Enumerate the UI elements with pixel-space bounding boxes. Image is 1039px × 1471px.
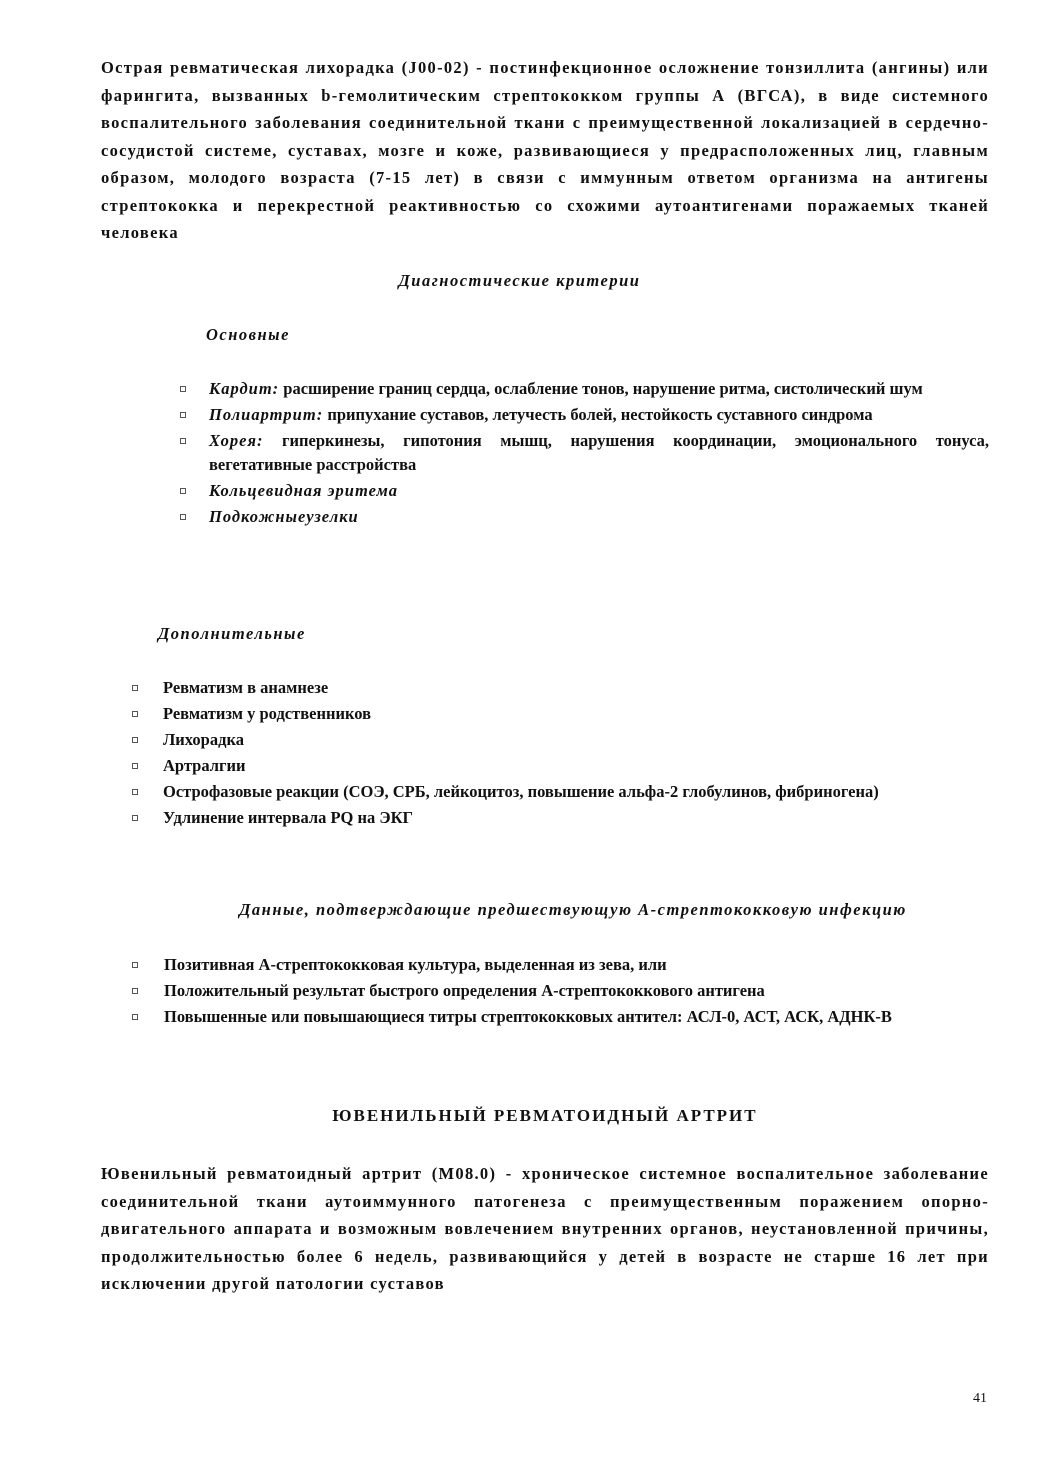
list-item [164,979,989,1003]
criterion-text: Ревматизм у родственников [163,704,372,723]
additional-criteria-heading: Дополнительные [158,624,306,643]
square-bullet-icon [180,386,186,392]
square-bullet-icon [132,815,138,821]
criterion-term: Полиартрит: [209,405,324,424]
jra-paragraph: Ювенильный ревматоидный артрит (М08.0) - хроническое системное воспалительное заболевание соединительной ткани аутоиммунного патогенеза с преимущественным поражением опорно-двигательного аппарата и возможным вовлечением внутренних органов, неустановленной причины, продолжительностью более 6 недель, развивающийся у детей в возрасте не старше 16 лет при исключении другой патологии суставов [101,1164,989,1293]
criterion-text: Ревматизм в анамнезе [163,678,329,697]
page-number: 41 [973,1391,987,1406]
list-item [163,806,989,830]
list-item [164,953,989,977]
list-item [209,377,989,401]
evidence-text: Позитивная А-стрептококковая культура, выделенная из зева, или [164,955,667,974]
square-bullet-icon [132,789,138,795]
criterion-text: Удлинение интервала PQ на ЭКГ [163,808,414,827]
criterion-text: Острофазовые реакции (СОЭ, СРБ, лейкоцитоз, повышение альфа-2 глобулинов, фибриногена) [163,782,879,801]
intro-paragraph: Острая ревматическая лихорадка (J00-02) - постинфекционное осложнение тонзиллита (ангины) или фарингита, вызванных b-гемолитическим стрептококком группы А (ВГСА), в виде системного воспалительного заболевания соединительной ткани с преимущественной локализацией в сердечно-сосудистой системе, суставах, мозге и коже, развивающиеся у предрасположенных лиц, главным образом, молодого возраста (7-15 лет) в связи с иммунным ответом организма на антигены стрептококка и перекрестной реактивностью со схожими аутоантигенами поражаемых тканей человека [101,58,989,242]
list-item [163,728,989,752]
main-criteria-heading: Основные [206,325,290,344]
list-item [163,780,989,804]
list-item [163,754,989,778]
additional-criteria-list [163,676,989,832]
square-bullet-icon [132,988,138,994]
square-bullet-icon [180,514,186,520]
criterion-term: Кольцевидная эритема [209,481,399,500]
strep-evidence-heading: Данные, подтверждающие предшествующую А-стрептококковую инфекцию [239,900,907,919]
square-bullet-icon [132,962,138,968]
list-item [209,479,989,503]
list-item [163,702,989,726]
list-item [163,676,989,700]
criterion-text: расширение границ сердца, ослабление тонов, нарушение ритма, систолический шум [283,379,923,398]
list-item [164,1005,989,1029]
criterion-text: Лихорадка [163,730,244,749]
square-bullet-icon [180,488,186,494]
section-title: ЮВЕНИЛЬНЫЙ РЕВМАТОИДНЫЙ АРТРИТ [332,1106,758,1125]
criterion-term: Подкожныеузелки [209,507,359,526]
list-item [209,505,989,529]
evidence-text: Положительный результат быстрого определения А-стрептококкового антигена [164,981,765,1000]
main-criteria-list [209,377,989,531]
list-item [209,429,989,477]
criterion-text: Артралгии [163,756,246,775]
criterion-term: Кардит: [209,379,280,398]
square-bullet-icon [132,763,138,769]
criterion-text: гиперкинезы, гипотония мышц, нарушения координации, эмоционального тонуса, вегетативные расстройства [209,431,990,474]
evidence-text: Повышенные или повышающиеся титры стрептококковых антител: АСЛ-0, АСТ, АСК, АДНК-В [164,1007,892,1026]
strep-evidence-list [164,953,989,1031]
criterion-term: Хорея: [209,431,264,450]
criterion-text: припухание суставов, летучесть болей, нестойкость суставного синдрома [327,405,873,424]
square-bullet-icon [132,1014,138,1020]
square-bullet-icon [180,412,186,418]
square-bullet-icon [132,737,138,743]
diagnostic-criteria-heading: Диагностические критерии [398,271,641,290]
list-item [209,403,989,427]
square-bullet-icon [132,685,138,691]
square-bullet-icon [132,711,138,717]
square-bullet-icon [180,438,186,444]
